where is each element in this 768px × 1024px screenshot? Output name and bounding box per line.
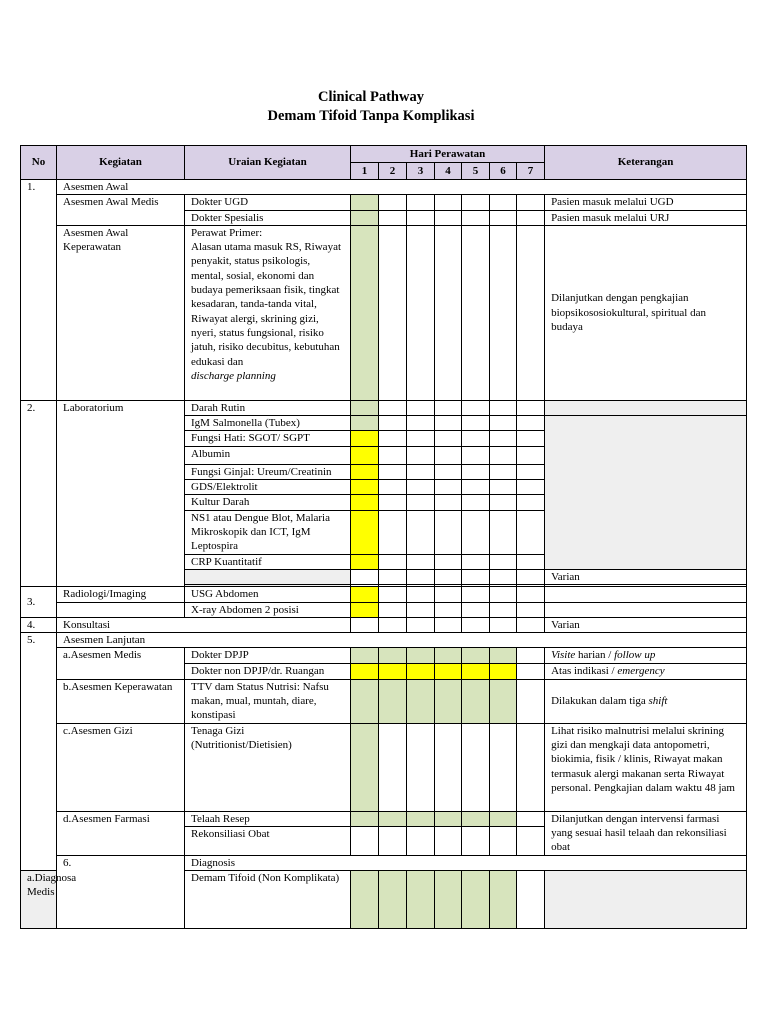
- kegiatan-cell: a.Asesmen Medis: [57, 648, 185, 679]
- day-cell-empty: [517, 416, 545, 431]
- day-cell-empty: [517, 617, 545, 632]
- day-cell-empty: [407, 617, 435, 632]
- header-day-2: 2: [379, 163, 407, 180]
- day-cell-empty: [379, 617, 407, 632]
- day-cell-yellow: [351, 464, 379, 479]
- uraian-cell: Telaah Resep: [185, 811, 351, 827]
- day-cell-empty: [517, 587, 545, 602]
- day-cell-empty: [435, 431, 462, 446]
- header-day-7: 7: [517, 163, 545, 180]
- day-cell-yellow: [435, 664, 462, 679]
- day-cell-empty: [351, 827, 379, 855]
- day-cell-yellow: [462, 664, 490, 679]
- table-row: [21, 587, 747, 602]
- day-cell-green: [435, 679, 462, 723]
- day-cell-green: [462, 811, 490, 827]
- keterangan-cell: [545, 870, 747, 928]
- day-cell-empty: [407, 416, 435, 431]
- day-cell-empty: [435, 827, 462, 855]
- day-cell-empty: [462, 210, 490, 225]
- table-row: [21, 811, 747, 827]
- keterangan-cell: [545, 602, 747, 617]
- day-cell-empty: [435, 495, 462, 510]
- day-cell-empty: [462, 446, 490, 464]
- day-cell-empty: [490, 617, 517, 632]
- day-cell-green: [351, 416, 379, 431]
- day-cell-empty: [462, 480, 490, 495]
- day-cell-empty: [379, 480, 407, 495]
- day-cell-empty: [379, 210, 407, 225]
- day-cell-empty: [517, 195, 545, 210]
- day-cell-empty: [517, 495, 545, 510]
- uraian-cell: Fungsi Ginjal: Ureum/Creatinin: [185, 464, 351, 479]
- uraian-cell: Rekonsiliasi Obat: [185, 827, 351, 855]
- keterangan-cell: [545, 587, 747, 602]
- keterangan-cell: Dilanjutkan dengan intervensi farmasi yang sesuai hasil telaah dan rekonsiliasi obat: [545, 811, 747, 855]
- uraian-cell: Dokter Spesialis: [185, 210, 351, 225]
- day-cell-empty: [379, 569, 407, 584]
- day-cell-empty: [435, 723, 462, 811]
- day-cell-green: [462, 870, 490, 928]
- day-cell-empty: [517, 870, 545, 928]
- day-cell-green: [407, 648, 435, 664]
- day-cell-green: [490, 648, 517, 664]
- day-cell-empty: [435, 617, 462, 632]
- day-cell-green: [407, 811, 435, 827]
- uraian-cell: Dokter DPJP: [185, 648, 351, 664]
- day-cell-empty: [407, 225, 435, 400]
- day-cell-empty: [462, 225, 490, 400]
- day-cell-empty: [407, 446, 435, 464]
- header-uraian: Uraian Kegiatan: [185, 146, 351, 180]
- day-cell-empty: [517, 569, 545, 584]
- day-cell-empty: [379, 416, 407, 431]
- keterangan-cell: Visite harian / follow up: [545, 648, 747, 664]
- day-cell-empty: [517, 664, 545, 679]
- table-row: [21, 400, 747, 415]
- day-cell-empty: [517, 554, 545, 569]
- uraian-heading: Perawat Primer:: [191, 226, 263, 239]
- day-cell-empty: [435, 510, 462, 554]
- day-cell-empty: [407, 510, 435, 554]
- day-cell-yellow: [351, 495, 379, 510]
- kegiatan-cell: Asesmen Awal Medis: [57, 195, 185, 226]
- uraian-cell: Demam Tifoid (Non Komplikata): [185, 870, 351, 928]
- uraian-cell: Tenaga Gizi (Nutritionist/Dietisien): [185, 723, 351, 811]
- day-cell-empty: [407, 827, 435, 855]
- section-label: Asesmen Lanjutan: [57, 633, 747, 648]
- day-cell-yellow: [351, 480, 379, 495]
- header-day-6: 6: [490, 163, 517, 180]
- day-cell-empty: [462, 587, 490, 602]
- day-cell-green: [435, 648, 462, 664]
- uraian-cell: X-ray Abdomen 2 posisi: [185, 602, 351, 617]
- day-cell-empty: [462, 400, 490, 415]
- uraian-detail: Alasan utama masuk RS, Riwayat penyakit, status psikologis, mental, sosial, ekonomi dan budaya pemeriksaan fisik, tingkat kesadaran, tanda-tanda vital, Riwayat alergi, skrining gizi, nyeri, status fungsional, risiko jatuh, risiko decubitus, kebutuhan edukasi dan: [191, 241, 342, 368]
- day-cell-green: [351, 225, 379, 400]
- day-cell-empty: [517, 464, 545, 479]
- keterangan-cell: Varian: [545, 569, 747, 584]
- uraian-cell: IgM Salmonella (Tubex): [185, 416, 351, 431]
- day-cell-empty: [490, 480, 517, 495]
- day-cell-empty: [517, 811, 545, 827]
- day-cell-empty: [462, 416, 490, 431]
- day-cell-yellow: [490, 664, 517, 679]
- keterangan-cell: [545, 400, 747, 415]
- day-cell-yellow: [351, 587, 379, 602]
- day-cell-empty: [379, 195, 407, 210]
- row-number: 1.: [21, 180, 57, 401]
- section-label: Asesmen Awal: [57, 180, 747, 195]
- table-row: [21, 633, 747, 648]
- day-cell-empty: [379, 464, 407, 479]
- kegiatan-cell: b.Asesmen Keperawatan: [57, 679, 185, 723]
- header-day-4: 4: [435, 163, 462, 180]
- uraian-cell: CRP Kuantitatif: [185, 554, 351, 569]
- day-cell-empty: [517, 723, 545, 811]
- uraian-cell: Dokter UGD: [185, 195, 351, 210]
- day-cell-empty: [517, 602, 545, 617]
- day-cell-empty: [407, 480, 435, 495]
- day-cell-empty: [490, 431, 517, 446]
- day-cell-empty: [517, 679, 545, 723]
- uraian-cell: NS1 atau Dengue Blot, Malaria Mikroskopik dan ICT, IgM Leptospira: [185, 510, 351, 554]
- kegiatan-cell: Konsultasi: [57, 617, 351, 632]
- day-cell-empty: [407, 723, 435, 811]
- row-number: 4.: [21, 617, 57, 632]
- day-cell-empty: [462, 510, 490, 554]
- page-title: Clinical Pathway: [318, 89, 424, 105]
- uraian-cell: Dokter non DPJP/dr. Ruangan: [185, 664, 351, 679]
- day-cell-empty: [490, 495, 517, 510]
- day-cell-empty: [407, 195, 435, 210]
- keterangan-cell: Atas indikasi / emergency: [545, 664, 747, 679]
- day-cell-empty: [407, 210, 435, 225]
- day-cell-empty: [379, 510, 407, 554]
- day-cell-yellow: [407, 664, 435, 679]
- document-titles: [0, 88, 742, 126]
- day-cell-empty: [462, 723, 490, 811]
- table-row: [21, 679, 747, 723]
- keterangan-cell: Dilanjutkan dengan pengkajian biopsikososiokultural, spiritual dan budaya: [545, 225, 747, 400]
- day-cell-empty: [407, 464, 435, 479]
- keterangan-cell: Dilakukan dalam tiga shift: [545, 679, 747, 723]
- day-cell-green: [351, 400, 379, 415]
- day-cell-green: [462, 648, 490, 664]
- day-cell-green: [379, 648, 407, 664]
- keterangan-cell: Pasien masuk melalui UGD: [545, 195, 747, 210]
- table-row: [21, 602, 747, 617]
- day-cell-empty: [351, 617, 379, 632]
- header-kegiatan: Kegiatan: [57, 146, 185, 180]
- day-cell-green: [351, 723, 379, 811]
- day-cell-empty: [490, 195, 517, 210]
- day-cell-green: [490, 679, 517, 723]
- day-cell-empty: [407, 554, 435, 569]
- day-cell-empty: [379, 431, 407, 446]
- day-cell-yellow: [379, 664, 407, 679]
- day-cell-empty: [517, 827, 545, 855]
- day-cell-green: [407, 870, 435, 928]
- header-no: No: [21, 146, 57, 180]
- keterangan-cell: [545, 416, 747, 570]
- day-cell-green: [490, 811, 517, 827]
- day-cell-empty: [517, 480, 545, 495]
- table-row: [21, 648, 747, 664]
- day-cell-green: [435, 870, 462, 928]
- day-cell-yellow: [351, 446, 379, 464]
- day-cell-green: [351, 648, 379, 664]
- day-cell-empty: [435, 554, 462, 569]
- day-cell-empty: [490, 510, 517, 554]
- day-cell-empty: [407, 431, 435, 446]
- day-cell-empty: [490, 464, 517, 479]
- day-cell-empty: [490, 446, 517, 464]
- day-cell-empty: [435, 446, 462, 464]
- day-cell-yellow: [351, 431, 379, 446]
- section-label: Diagnosis: [185, 855, 747, 870]
- uraian-cell: [185, 569, 351, 584]
- day-cell-empty: [462, 617, 490, 632]
- day-cell-empty: [379, 446, 407, 464]
- table-row: [21, 180, 747, 195]
- day-cell-empty: [379, 602, 407, 617]
- kegiatan-cell: d.Asesmen Farmasi: [57, 811, 185, 855]
- day-cell-yellow: [351, 510, 379, 554]
- day-cell-empty: [379, 554, 407, 569]
- day-cell-empty: [517, 431, 545, 446]
- day-cell-empty: [379, 723, 407, 811]
- day-cell-yellow: [351, 602, 379, 617]
- keterangan-cell: Varian: [545, 617, 747, 632]
- kegiatan-cell: [57, 602, 185, 617]
- day-cell-empty: [407, 602, 435, 617]
- day-cell-empty: [407, 400, 435, 415]
- day-cell-green: [407, 679, 435, 723]
- day-cell-green: [351, 210, 379, 225]
- header-day-1: 1: [351, 163, 379, 180]
- header-hari-perawatan: Hari Perawatan: [351, 146, 545, 163]
- kegiatan-cell: c.Asesmen Gizi: [57, 723, 185, 811]
- day-cell-empty: [517, 210, 545, 225]
- day-cell-empty: [517, 510, 545, 554]
- day-cell-empty: [490, 416, 517, 431]
- day-cell-empty: [379, 495, 407, 510]
- day-cell-empty: [490, 723, 517, 811]
- day-cell-empty: [517, 225, 545, 400]
- uraian-cell: [185, 225, 351, 400]
- table-row: [21, 617, 747, 632]
- keterangan-cell: Lihat risiko malnutrisi melalui skrining gizi dan mengkaji data antopometri, biokimia, fisik / klinis, Riwayat makan termasuk alergi makanan serta Riwayat personal. Pengkajian dalam waktu 48 jam: [545, 723, 747, 811]
- day-cell-empty: [490, 827, 517, 855]
- day-cell-empty: [490, 554, 517, 569]
- day-cell-green: [462, 679, 490, 723]
- row-number: 2.: [21, 400, 57, 586]
- day-cell-green: [379, 870, 407, 928]
- day-cell-empty: [490, 210, 517, 225]
- day-cell-empty: [462, 464, 490, 479]
- day-cell-empty: [435, 569, 462, 584]
- day-cell-empty: [407, 569, 435, 584]
- uraian-cell: Albumin: [185, 446, 351, 464]
- uraian-cell: Fungsi Hati: SGOT/ SGPT: [185, 431, 351, 446]
- day-cell-empty: [462, 602, 490, 617]
- day-cell-empty: [435, 416, 462, 431]
- uraian-cell: GDS/Elektrolit: [185, 480, 351, 495]
- day-cell-empty: [379, 400, 407, 415]
- day-cell-green: [351, 870, 379, 928]
- day-cell-green: [351, 811, 379, 827]
- page-subtitle: Demam Tifoid Tanpa Komplikasi: [267, 108, 475, 124]
- row-number: 6.: [57, 855, 185, 928]
- day-cell-empty: [435, 210, 462, 225]
- day-cell-empty: [490, 225, 517, 400]
- kegiatan-cell: Asesmen Awal Keperawatan: [57, 225, 185, 400]
- day-cell-empty: [351, 569, 379, 584]
- day-cell-empty: [462, 431, 490, 446]
- uraian-cell: Darah Rutin: [185, 400, 351, 415]
- header-day-5: 5: [462, 163, 490, 180]
- uraian-cell: Kultur Darah: [185, 495, 351, 510]
- day-cell-empty: [435, 464, 462, 479]
- table-row: [21, 225, 747, 400]
- day-cell-empty: [462, 195, 490, 210]
- day-cell-empty: [490, 400, 517, 415]
- day-cell-green: [490, 870, 517, 928]
- header-keterangan: Keterangan: [545, 146, 747, 180]
- uraian-cell: USG Abdomen: [185, 587, 351, 602]
- kegiatan-cell: Laboratorium: [57, 400, 185, 586]
- day-cell-green: [351, 195, 379, 210]
- clinical-pathway-table: [20, 145, 747, 929]
- day-cell-empty: [379, 225, 407, 400]
- table-row: [21, 723, 747, 811]
- table-row: [21, 195, 747, 210]
- day-cell-empty: [379, 827, 407, 855]
- day-cell-green: [379, 811, 407, 827]
- day-cell-green: [379, 679, 407, 723]
- kegiatan-cell: a.Diagnosa Medis: [21, 870, 57, 928]
- day-cell-empty: [435, 195, 462, 210]
- row-number: 3.: [21, 587, 57, 618]
- table-row: [21, 855, 747, 870]
- uraian-cell: TTV dam Status Nutrisi: Nafsu makan, mual, muntah, diare, konstipasi: [185, 679, 351, 723]
- day-cell-empty: [435, 602, 462, 617]
- keterangan-cell: Pasien masuk melalui URJ: [545, 210, 747, 225]
- day-cell-green: [435, 811, 462, 827]
- day-cell-yellow: [351, 554, 379, 569]
- day-cell-empty: [379, 587, 407, 602]
- day-cell-empty: [462, 569, 490, 584]
- day-cell-empty: [517, 446, 545, 464]
- day-cell-empty: [517, 400, 545, 415]
- uraian-italic: discharge planning: [191, 369, 276, 382]
- day-cell-empty: [490, 587, 517, 602]
- kegiatan-cell: Radiologi/Imaging: [57, 587, 185, 602]
- row-number: 5.: [21, 633, 57, 871]
- day-cell-empty: [490, 569, 517, 584]
- day-cell-empty: [435, 480, 462, 495]
- day-cell-yellow: [351, 664, 379, 679]
- day-cell-empty: [462, 554, 490, 569]
- day-cell-empty: [407, 587, 435, 602]
- header-day-3: 3: [407, 163, 435, 180]
- day-cell-empty: [435, 225, 462, 400]
- day-cell-empty: [407, 495, 435, 510]
- day-cell-empty: [517, 648, 545, 664]
- day-cell-empty: [490, 602, 517, 617]
- day-cell-empty: [435, 587, 462, 602]
- day-cell-empty: [435, 400, 462, 415]
- day-cell-green: [351, 679, 379, 723]
- day-cell-empty: [462, 827, 490, 855]
- day-cell-empty: [462, 495, 490, 510]
